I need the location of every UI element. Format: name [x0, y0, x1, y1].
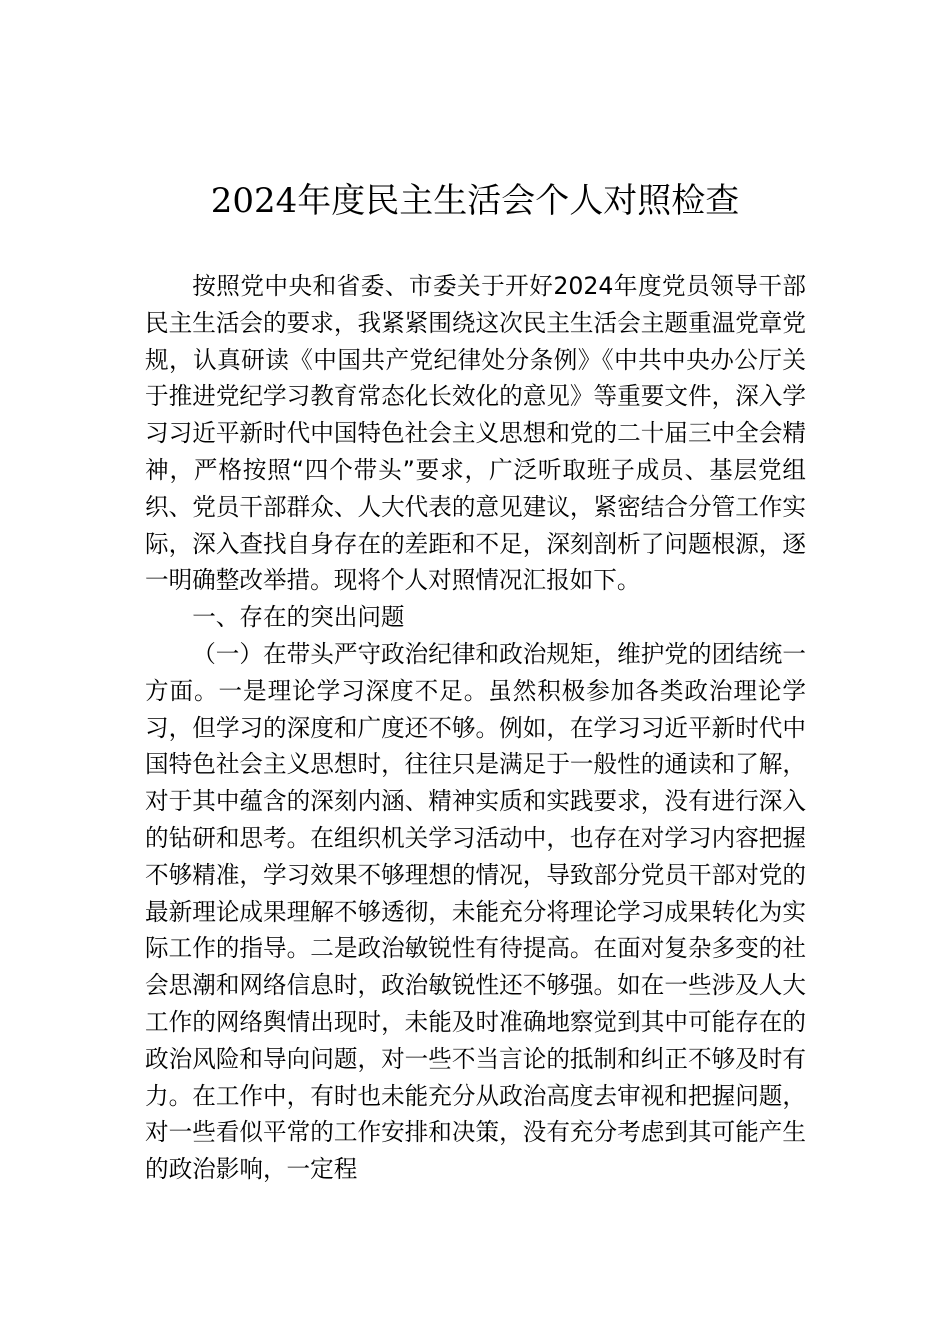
section-heading: 一、存在的突出问题	[192, 603, 405, 632]
section-paragraph: （一）在带头严守政治纪律和政治规矩，维护党的团结统一方面。一是理论学习深度不足。虽然积极参加各类政治理论学习，但学习的深度和广度还不够。例如，在学习习近平新时代中国特色社会主义思想时，往往只是满足于一般性的通读和了解，对于其中蕴含的深刻内涵、精神实质和实践要求，没有进行深入的钻研和思考。在组织机关学习活动中，也存在对学习内容把握不够精准，学习效果不够理想的情况，导致部分党员干部对党的最新理论成果理解不够透彻，未能充分将理论学习成果转化为实际工作的指导。二是政治敏锐性有待提高。在面对复杂多变的社会思潮和网络信息时，政治敏锐性还不够强。如在一些涉及人大工作的网络舆情出现时，未能及时准确地察觉到其中可能存在的政治风险和导向问题，对一些不当言论的抵制和纠正不够及时有力。在工作中，有时也未能充分从政治高度去审视和把握问题，对一些看似平常的工作安排和决策，没有充分考虑到其可能产生的政治影响，一定程	[145, 639, 806, 1184]
intro-paragraph: 按照党中央和省委、市委关于开好2024年度党员领导干部民主生活会的要求，我紧紧围绕这次民主生活会主题重温党章党规，认真研读《中国共产党纪律处分条例》《中共中央办公厅关于推进党纪学习教育常态化长效化的意见》等重要文件，深入学习习近平新时代中国特色社会主义思想和党的二十届三中全会精神，严格按照“四个带头”要求，广泛听取班子成员、基层党组织、党员干部群众、人大代表的意见建议，紧密结合分管工作实际，深入查找自身存在的差距和不足，深刻剖析了问题根源，逐一明确整改举措。现将个人对照情况汇报如下。	[145, 272, 806, 595]
document-title: 2024年度民主生活会个人对照检查	[210, 181, 740, 221]
document-body	[145, 268, 806, 1188]
